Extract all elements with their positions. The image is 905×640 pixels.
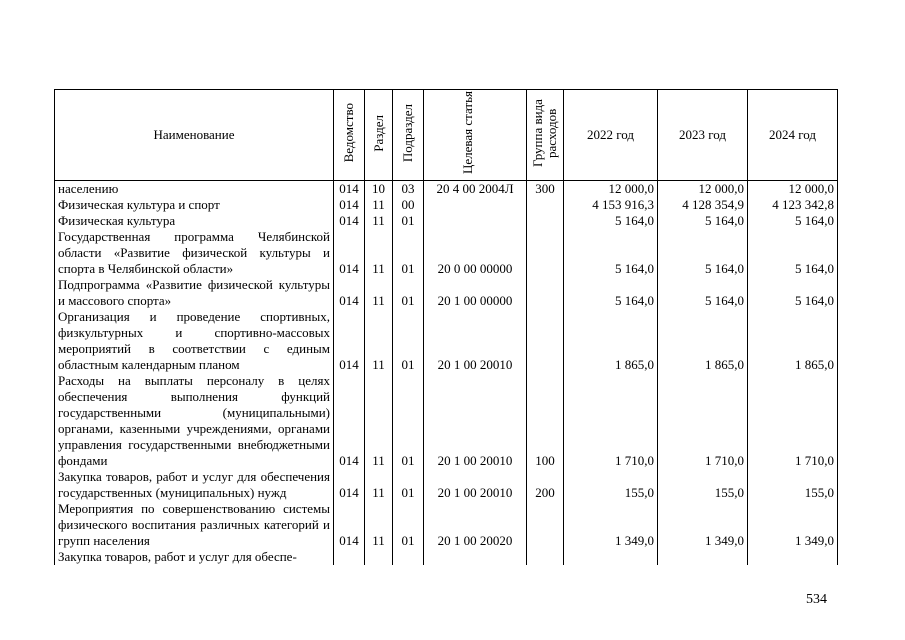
cell-section: 10 xyxy=(365,181,393,198)
page-number: 534 xyxy=(806,592,827,607)
table-row xyxy=(55,373,838,469)
table-row xyxy=(55,277,838,309)
cell-target: 20 1 00 20010 xyxy=(424,309,527,373)
cell-subsection: 00 xyxy=(393,197,424,213)
cell-group: 100 xyxy=(527,373,564,469)
cell-name: Государственная программа Челябинской области «Развитие физической культуры и спорта в Челябинской области» xyxy=(55,229,334,277)
cell-group xyxy=(527,277,564,309)
cell-y2024: 5 164,0 xyxy=(748,277,838,309)
cell-name: Физическая культура xyxy=(55,213,334,229)
cell-y2024: 4 123 342,8 xyxy=(748,197,838,213)
cell-target xyxy=(424,549,527,565)
cell-name: Расходы на выплаты персоналу в целях обеспечения выполнения функций государственными (муниципальными) органами, казенными учреждениями, органами управления государственными внебюджетными фондами xyxy=(55,373,334,469)
cell-target: 20 4 00 2004Л xyxy=(424,181,527,198)
cell-section: 11 xyxy=(365,213,393,229)
cell-dept: 014 xyxy=(334,373,365,469)
header-2022: 2022 год xyxy=(564,90,658,181)
cell-y2024: 5 164,0 xyxy=(748,213,838,229)
cell-target: 20 1 00 20010 xyxy=(424,373,527,469)
cell-subsection: 01 xyxy=(393,229,424,277)
cell-section: 11 xyxy=(365,373,393,469)
cell-y2024: 1 349,0 xyxy=(748,501,838,549)
cell-target: 20 1 00 00000 xyxy=(424,277,527,309)
table-row xyxy=(55,501,838,549)
cell-y2024: 155,0 xyxy=(748,469,838,501)
cell-group xyxy=(527,549,564,565)
table-row xyxy=(55,549,838,565)
cell-y2024: 1 710,0 xyxy=(748,373,838,469)
cell-dept: 014 xyxy=(334,309,365,373)
table-row xyxy=(55,469,838,501)
cell-dept: 014 xyxy=(334,229,365,277)
header-section: Раздел xyxy=(365,90,393,181)
cell-dept xyxy=(334,549,365,565)
cell-y2022: 5 164,0 xyxy=(564,213,658,229)
cell-dept: 014 xyxy=(334,213,365,229)
cell-group: 300 xyxy=(527,181,564,198)
header-2023: 2023 год xyxy=(658,90,748,181)
cell-subsection: 01 xyxy=(393,309,424,373)
cell-target xyxy=(424,197,527,213)
cell-y2023: 1 865,0 xyxy=(658,309,748,373)
cell-y2023: 12 000,0 xyxy=(658,181,748,198)
cell-group xyxy=(527,213,564,229)
cell-subsection: 01 xyxy=(393,373,424,469)
cell-y2022 xyxy=(564,549,658,565)
cell-dept: 014 xyxy=(334,277,365,309)
cell-y2023: 5 164,0 xyxy=(658,229,748,277)
cell-name: Закупка товаров, работ и услуг для обеспечения государственных (муниципальных) нужд xyxy=(55,469,334,501)
header-subsection: Подраздел xyxy=(393,90,424,181)
cell-target: 20 0 00 00000 xyxy=(424,229,527,277)
cell-target xyxy=(424,213,527,229)
cell-group xyxy=(527,309,564,373)
cell-name: Организация и проведение спортивных, физкультурных и спортивно-массовых мероприятий в соответствии с единым областным календарным планом xyxy=(55,309,334,373)
cell-section: 11 xyxy=(365,501,393,549)
cell-y2024: 5 164,0 xyxy=(748,229,838,277)
cell-section: 11 xyxy=(365,229,393,277)
cell-group xyxy=(527,501,564,549)
table-row xyxy=(55,181,838,198)
header-2024: 2024 год xyxy=(748,90,838,181)
cell-name: Мероприятия по совершенствованию системы физического воспитания различных категорий и групп населения xyxy=(55,501,334,549)
cell-group xyxy=(527,197,564,213)
cell-name: Закупка товаров, работ и услуг для обеспе- xyxy=(55,549,334,565)
cell-y2023: 4 128 354,9 xyxy=(658,197,748,213)
cell-section: 11 xyxy=(365,309,393,373)
cell-dept: 014 xyxy=(334,501,365,549)
cell-group xyxy=(527,229,564,277)
cell-subsection xyxy=(393,549,424,565)
cell-y2024 xyxy=(748,549,838,565)
cell-y2023: 1 349,0 xyxy=(658,501,748,549)
cell-section: 11 xyxy=(365,277,393,309)
header-group: Группа вида расходов xyxy=(527,90,564,181)
cell-y2023: 5 164,0 xyxy=(658,213,748,229)
cell-group: 200 xyxy=(527,469,564,501)
cell-y2022: 1 349,0 xyxy=(564,501,658,549)
budget-table xyxy=(54,89,838,565)
table-row xyxy=(55,213,838,229)
cell-section: 11 xyxy=(365,197,393,213)
cell-subsection: 01 xyxy=(393,277,424,309)
header-row xyxy=(55,90,838,181)
cell-name: населению xyxy=(55,181,334,198)
cell-y2022: 5 164,0 xyxy=(564,277,658,309)
cell-dept: 014 xyxy=(334,197,365,213)
cell-section xyxy=(365,549,393,565)
cell-y2022: 155,0 xyxy=(564,469,658,501)
cell-subsection: 03 xyxy=(393,181,424,198)
cell-target: 20 1 00 20010 xyxy=(424,469,527,501)
cell-y2022: 4 153 916,3 xyxy=(564,197,658,213)
cell-dept: 014 xyxy=(334,469,365,501)
table-row xyxy=(55,197,838,213)
cell-y2022: 12 000,0 xyxy=(564,181,658,198)
cell-name: Физическая культура и спорт xyxy=(55,197,334,213)
header-name: Наименование xyxy=(55,90,334,181)
cell-name: Подпрограмма «Развитие физической культуры и массового спорта» xyxy=(55,277,334,309)
header-dept: Ведомство xyxy=(334,90,365,181)
cell-subsection: 01 xyxy=(393,213,424,229)
cell-y2023 xyxy=(658,549,748,565)
cell-section: 11 xyxy=(365,469,393,501)
header-target: Целевая статья xyxy=(424,90,527,181)
cell-target: 20 1 00 20020 xyxy=(424,501,527,549)
cell-y2024: 1 865,0 xyxy=(748,309,838,373)
cell-y2023: 5 164,0 xyxy=(658,277,748,309)
cell-y2023: 1 710,0 xyxy=(658,373,748,469)
table-row xyxy=(55,229,838,277)
cell-y2024: 12 000,0 xyxy=(748,181,838,198)
cell-subsection: 01 xyxy=(393,501,424,549)
cell-y2022: 1 865,0 xyxy=(564,309,658,373)
cell-subsection: 01 xyxy=(393,469,424,501)
cell-dept: 014 xyxy=(334,181,365,198)
table-row xyxy=(55,309,838,373)
cell-y2022: 1 710,0 xyxy=(564,373,658,469)
cell-y2022: 5 164,0 xyxy=(564,229,658,277)
cell-y2023: 155,0 xyxy=(658,469,748,501)
